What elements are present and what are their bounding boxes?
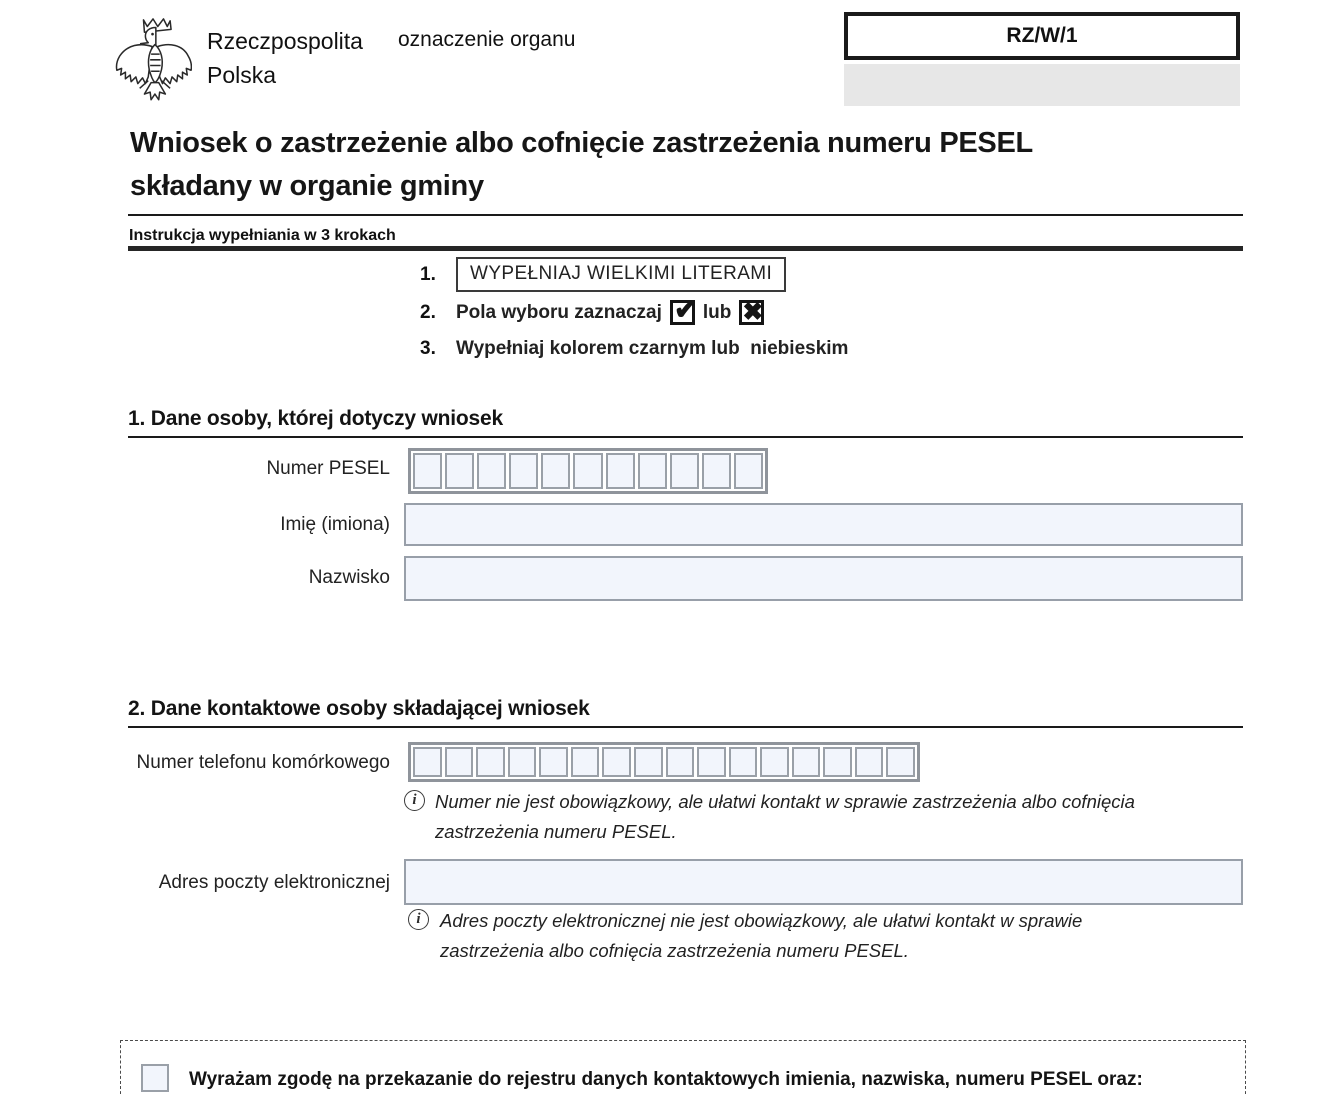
character-box[interactable] <box>445 453 474 489</box>
step-1-number: 1. <box>420 263 436 285</box>
character-box[interactable] <box>760 747 789 777</box>
step-2-conjunction: lub <box>702 301 732 323</box>
character-box[interactable] <box>855 747 884 777</box>
instructions-top-rule <box>128 214 1243 216</box>
character-box[interactable] <box>638 453 667 489</box>
first-name-field[interactable] <box>404 503 1243 546</box>
crossed-checkbox-icon: ✖ <box>739 300 764 325</box>
info-icon: i <box>408 909 429 930</box>
republic-line2: Polska <box>207 62 277 88</box>
instruction-step-1 <box>420 257 786 292</box>
consent-text: Wyrażam zgodę na przekazanie do rejestru danych kontaktowych imienia, nazwiska, numeru PESEL oraz: <box>189 1069 1143 1090</box>
form-code-gray-area <box>844 64 1240 106</box>
mobile-phone-input-boxes[interactable] <box>408 742 920 782</box>
poland-coat-of-arms <box>114 8 192 104</box>
character-box[interactable] <box>413 747 442 777</box>
form-code-box: RZ/W/1 <box>844 12 1240 60</box>
email-optional-note: Adres poczty elektronicznej nie jest obowiązkowy, ale ułatwi kontakt w sprawie zastrzeżenia albo cofnięcia zastrzeżenia numeru PESEL. <box>440 910 1083 961</box>
step-2-text: Pola wyboru zaznaczaj <box>456 301 662 323</box>
pesel-number-input-boxes[interactable] <box>408 448 768 494</box>
section-2-heading: 2. Dane kontaktowe osoby składającej wniosek <box>128 697 590 720</box>
character-box[interactable] <box>413 453 442 489</box>
organ-designation-label: oznaczenie organu <box>398 28 576 51</box>
last-name-label: Nazwisko <box>308 567 390 588</box>
section-1-heading: 1. Dane osoby, której dotyczy wniosek <box>128 407 503 430</box>
step-2-number: 2. <box>420 301 436 323</box>
instruction-step-3 <box>420 338 848 360</box>
last-name-field[interactable] <box>404 556 1243 601</box>
republic-line1: Rzeczpospolita <box>207 28 363 54</box>
character-box[interactable] <box>606 453 635 489</box>
character-box[interactable] <box>792 747 821 777</box>
consent-checkbox[interactable] <box>141 1064 169 1092</box>
character-box[interactable] <box>573 453 602 489</box>
character-box[interactable] <box>541 453 570 489</box>
character-box[interactable] <box>602 747 631 777</box>
first-name-label: Imię (imiona) <box>280 514 390 535</box>
step-3-text: Wypełniaj kolorem czarnym lub niebieskim <box>456 338 849 359</box>
uppercase-example-box: WYPEŁNIAJ WIELKIMI LITERAMI <box>456 257 786 292</box>
section-1-rule <box>128 436 1243 438</box>
step-3-number: 3. <box>420 338 436 359</box>
instructions-bottom-rule <box>128 246 1243 251</box>
character-box[interactable] <box>508 747 537 777</box>
character-box[interactable] <box>634 747 663 777</box>
character-box[interactable] <box>539 747 568 777</box>
pesel-number-label: Numer PESEL <box>266 458 390 479</box>
phone-optional-note: Numer nie jest obowiązkowy, ale ułatwi kontakt w sprawie zastrzeżenia albo cofnięcia zastrzeżenia numeru PESEL. <box>435 791 1135 842</box>
character-box[interactable] <box>823 747 852 777</box>
republic-of-poland-label <box>207 24 363 92</box>
character-box[interactable] <box>670 453 699 489</box>
character-box[interactable] <box>509 453 538 489</box>
character-box[interactable] <box>702 453 731 489</box>
character-box[interactable] <box>666 747 695 777</box>
instructions-heading: Instrukcja wypełniania w 3 krokach <box>129 227 396 244</box>
character-box[interactable] <box>571 747 600 777</box>
character-box[interactable] <box>734 453 763 489</box>
email-field[interactable] <box>404 859 1243 905</box>
mobile-phone-label: Numer telefonu komórkowego <box>136 752 390 773</box>
checked-checkbox-icon: ✔ <box>670 300 695 325</box>
character-box[interactable] <box>476 747 505 777</box>
character-box[interactable] <box>697 747 726 777</box>
email-label: Adres poczty elektronicznej <box>158 872 390 893</box>
consent-section <box>120 1040 1246 1094</box>
character-box[interactable] <box>477 453 506 489</box>
section-2-rule <box>128 726 1243 728</box>
character-box[interactable] <box>445 747 474 777</box>
character-box[interactable] <box>729 747 758 777</box>
info-icon: i <box>404 790 425 811</box>
form-title: Wniosek o zastrzeżenie albo cofnięcie zastrzeżenia numeru PESEL składany w organie gminy <box>130 127 1033 202</box>
instruction-step-2 <box>420 294 772 326</box>
character-box[interactable] <box>886 747 915 777</box>
